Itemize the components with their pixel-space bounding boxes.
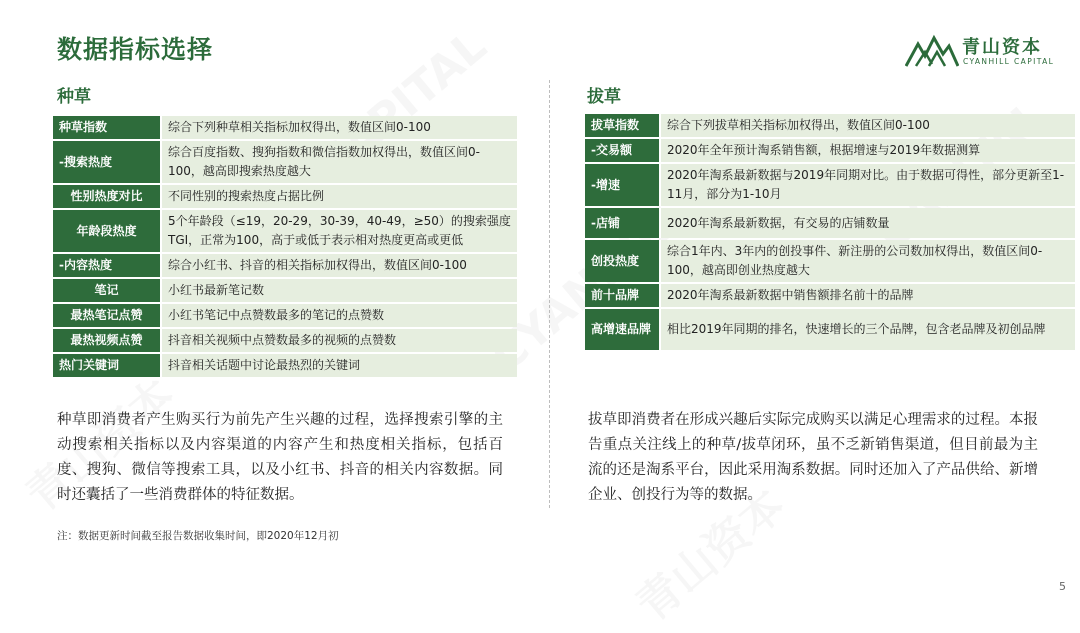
table-row [53, 254, 517, 277]
section-title-bacao: 拔草 [587, 87, 621, 107]
bacao-description: 拔草即消费者在形成兴趣后实际完成购买以满足心理需求的过程。本报告重点关注线上的种草/拔草闭环，虽不乏新销售渠道，但目前最为主流的还是淘系平台，因此采用淘系数据。同时还加入了产品供给、新增企业、创投行为等的数据。 [588, 412, 1038, 503]
metric-description: 小红书笔记中点赞数最多的笔记的点赞数 [160, 304, 517, 327]
metric-name: -店铺 [585, 208, 659, 238]
table-row [53, 354, 517, 377]
page-title: 数据指标选择 [57, 35, 214, 64]
metric-name: 年龄段热度 [53, 210, 160, 252]
table-row [585, 284, 1075, 307]
table-row [53, 116, 517, 139]
footnote: 注：数据更新时间截至报告数据收集时间，即2020年12月初 [57, 530, 339, 542]
metric-description: 抖音相关视频中点赞数最多的视频的点赞数 [160, 329, 517, 352]
metric-description: 2020年淘系最新数据，有交易的店铺数量 [659, 208, 1075, 238]
metric-description: 2020年淘系最新数据中销售额排名前十的品牌 [659, 284, 1075, 307]
zhongcao-metrics-table [53, 114, 517, 379]
table-row [53, 210, 517, 252]
metric-name: -内容热度 [53, 254, 160, 277]
metric-name: -搜索热度 [53, 141, 160, 183]
metric-description: 2020年全年预计淘系销售额，根据增速与2019年数据测算 [659, 139, 1075, 162]
logo-name-en: CYANHILL CAPITAL [963, 57, 1055, 66]
table-row [53, 304, 517, 327]
metric-name: 最热笔记点赞 [53, 304, 160, 327]
mountain-logo-icon [905, 34, 959, 68]
metric-name: 最热视频点赞 [53, 329, 160, 352]
table-row [585, 139, 1075, 162]
table-row [585, 240, 1075, 282]
table-row [53, 279, 517, 302]
metric-name: 高增速品牌 [585, 309, 659, 350]
metric-name: -交易额 [585, 139, 659, 162]
metric-name: 创投热度 [585, 240, 659, 282]
metric-name: 前十品牌 [585, 284, 659, 307]
page-number: 5 [1059, 580, 1066, 593]
metric-description: 不同性别的搜索热度占据比例 [160, 185, 517, 208]
metric-description: 综合百度指数、搜狗指数和微信指数加权得出，数值区间0-100，越高即搜索热度越大 [160, 141, 517, 183]
logo [905, 32, 1065, 72]
table-row [585, 309, 1075, 350]
metric-description: 综合小红书、抖音的相关指标加权得出，数值区间0-100 [160, 254, 517, 277]
logo-name-cn: 青山资本 [962, 37, 1042, 58]
zhongcao-description: 种草即消费者产生购买行为前先产生兴趣的过程，选择搜索引擎的主动搜索相关指标以及内容渠道的内容产生和热度相关指标，包括百度、搜狗、微信等搜索工具，以及小红书、抖音的相关内容数据。同时还囊括了一些消费群体的特征数据。 [57, 412, 503, 503]
bacao-metrics-table [585, 112, 1075, 352]
table-row [53, 141, 517, 183]
column-divider [549, 80, 550, 508]
metric-description: 相比2019年同期的排名，快速增长的三个品牌，包含老品牌及初创品牌 [659, 309, 1075, 350]
metric-name: -增速 [585, 164, 659, 206]
metric-description: 抖音相关话题中讨论最热烈的关键词 [160, 354, 517, 377]
metric-description: 综合下列种草相关指标加权得出，数值区间0-100 [160, 116, 517, 139]
metric-description: 综合1年内、3年内的创投事件、新注册的公司数加权得出，数值区间0-100，越高即创业热度越大 [659, 240, 1075, 282]
metric-description: 小红书最新笔记数 [160, 279, 517, 302]
metric-name: 热门关键词 [53, 354, 160, 377]
metric-name: 笔记 [53, 279, 160, 302]
metric-description: 综合下列拔草相关指标加权得出，数值区间0-100 [659, 114, 1075, 137]
metric-name: 拔草指数 [585, 114, 659, 137]
section-title-zhongcao: 种草 [57, 87, 91, 107]
table-row [585, 208, 1075, 238]
metric-description: 2020年淘系最新数据与2019年同期对比。由于数据可得性，部分更新至1-11月，部分为1-10月 [659, 164, 1075, 206]
table-row [585, 164, 1075, 206]
table-row [53, 329, 517, 352]
metric-name: 种草指数 [53, 116, 160, 139]
metric-name: 性别热度对比 [53, 185, 160, 208]
metric-description: 5个年龄段（≤19，20-29，30-39，40-49，≥50）的搜索强度TGI，正常为100，高于或低于表示相对热度更高或更低 [160, 210, 517, 252]
table-row [585, 114, 1075, 137]
table-row [53, 185, 517, 208]
